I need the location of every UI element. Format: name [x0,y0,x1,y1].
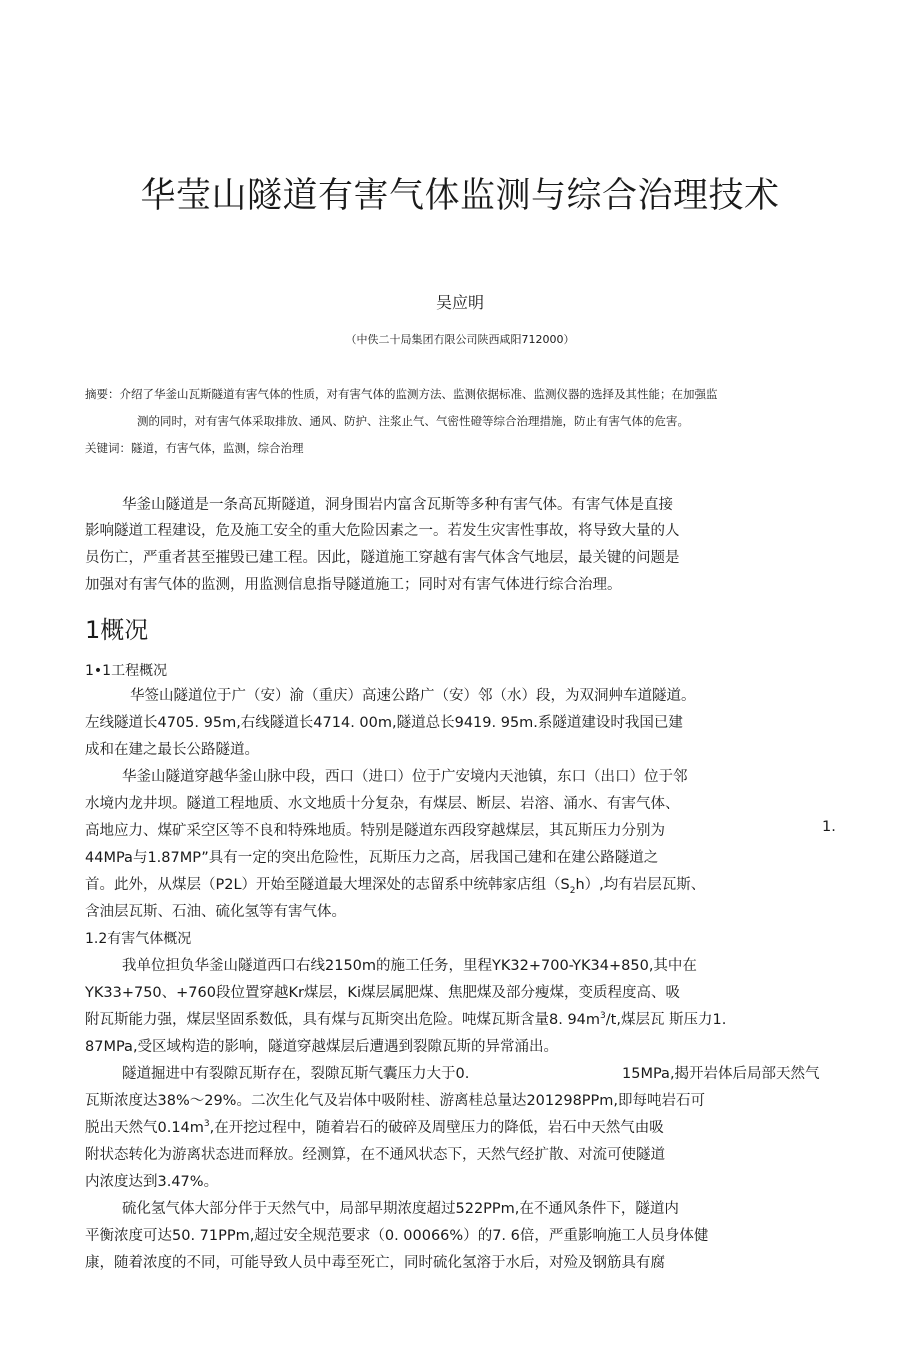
superscript: 3 [600,1011,606,1022]
body-line: 15MPa,揭开岩体后局部天然气 [622,1066,820,1082]
abstract-line: 摘要：介绍了华釜山瓦斯隧道有害气体的性质，对有害气体的监测方法、监测依据标准、监测仪器的选择及其性能；在加强监 [85,387,718,401]
body-line: 华签山隧道位于广（安）渝（重庆）高速公路广（安）邻（水）段，为双洞艸车道隧道。 [130,688,696,704]
body-line: 含油层瓦斯、石油、硫化氢等有害气体。 [85,904,346,920]
keywords: 关键词：隧道，冇害气体，监测，综合治理 [85,441,304,455]
author-name: 吴应明 [435,293,484,312]
body-line: 成和在建之最长公路隧道。 [85,742,259,758]
body-line: 87MPa,受区域构造的影响，隧道穿越煤层后遭遇到裂隙瓦斯的异常涌出。 [85,1039,559,1055]
subscript: 2 [569,885,576,896]
subsection-heading: 1•1工程概况 [85,663,168,679]
body-line: 康，随着浓度的不同，可能导致人员中毒至死亡，同时硫化氢溶于水后，对殓及钢筋具有腐 [85,1255,665,1271]
paper-title: 华莹山隧道有害气体监测与综合治理技术 [140,176,780,216]
intro-line: 员伤亡，严重者甚至摧毁已建工程。因此，隧道施工穿越有害气体含气地层，最关键的问题是 [85,550,680,566]
abstract-line: 测的同时，对有害气体采取排放、通风、防护、注浆止气、气密性磴等综合治理措施，防止有害气体的危害。 [137,414,689,428]
superscript: 3 [203,1119,210,1130]
body-line: 左线隧道长4705. 95m,右线隧道长4714. 00m,隧道总长9419. 95m.系隧道建设时我国已建 [85,715,683,731]
section-heading: 1概况 [85,616,149,644]
body-line: 平衡浓度可达50. 71PPm,超过安全规范要求（0. 00066%）的7. 6倍，严重影响施工人员身体健 [85,1228,709,1244]
intro-line: 影响隧道工程建设，危及施工安全的重大危险因素之一。若发生灾害性事故，将导致大量的人 [85,523,680,539]
body-line: 我单位担负华釜山隧道西口右线2150m的施工任务，里程YK32+700-YK34+850,其中在 [122,958,697,974]
body-line: 内浓度达到3.47%。 [85,1174,219,1190]
body-line: 附瓦斯能力强，煤层坚固系数低，具有煤与瓦斯突出危险。吨煤瓦斯含量8. $94m^3/t$,煤层瓦 斯压力1. [85,1011,727,1028]
body-line: YK33+750、+760段位置穿越Kr煤层，Ki煤层属肥煤、焦肥煤及部分瘦煤，变质程度高、吸 [85,985,680,1001]
subsection-heading: 1.2有害气体概况 [85,931,192,947]
body-line: 首。此外，从煤层（P2L）开始至隧道最大埋深处的志留系中统韩家店组$(S_2h)$,均有岩层瓦斯、 [85,877,706,896]
body-line: 瓦斯浓度达38%〜29%。二次生化气及岩体中吸附桂、游离桂总量达201298PPm,即每吨岩石可 [85,1093,706,1109]
body-line: 华釜山隧道穿越华釜山脉中段，西口（进口）位于广安境内天池镇，东口（出口）位于邻 [122,769,688,785]
body-line: 高地应力、煤矿采空区等不良和特殊地质。特别是隧道东西段穿越煤层，其瓦斯压力分别为 [85,823,665,839]
body-line: 硫化氢气体大部分伴于天然气中，局部早期浓度超过522PPm,在不通风条件下，隧道内 [122,1201,679,1217]
body-line: 44MPa与1.87MP”具有一定的突出危险性，瓦斯压力之高，居我国己建和在建公路隧道之 [85,850,659,866]
body-line: 水境内龙井坝。隧道工程地质、水文地质十分复杂，有煤层、断层、岩溶、涌水、有害气体、 [85,796,680,812]
body-line: 附状态转化为游离状态进而释放。经测算，在不通风状态下，天然气经扩散、对流可使隧道 [85,1147,665,1163]
affiliation: （中佚二十局集团冇限公司陕西咸阳712000） [345,333,575,346]
intro-line: 华釜山隧道是一条高瓦斯隧道，洞身围岩内富含瓦斯等多种有害气体。有害气体是直接 [122,497,673,513]
body-line: 1. [822,819,836,835]
body-line: 隧道掘进中有裂隙瓦斯存在，裂隙瓦斯气囊压力大于0. [122,1066,470,1082]
intro-line: 加强对有害气体的监测，用监测信息指导隧道施工；同时对有害气体进行综合治理。 [85,577,622,593]
body-line: 脱出天然气$0.14m^3$,在开挖过程中，随着岩石的破碎及周壁压力的降低，岩石中天然气由吸 [85,1119,664,1136]
